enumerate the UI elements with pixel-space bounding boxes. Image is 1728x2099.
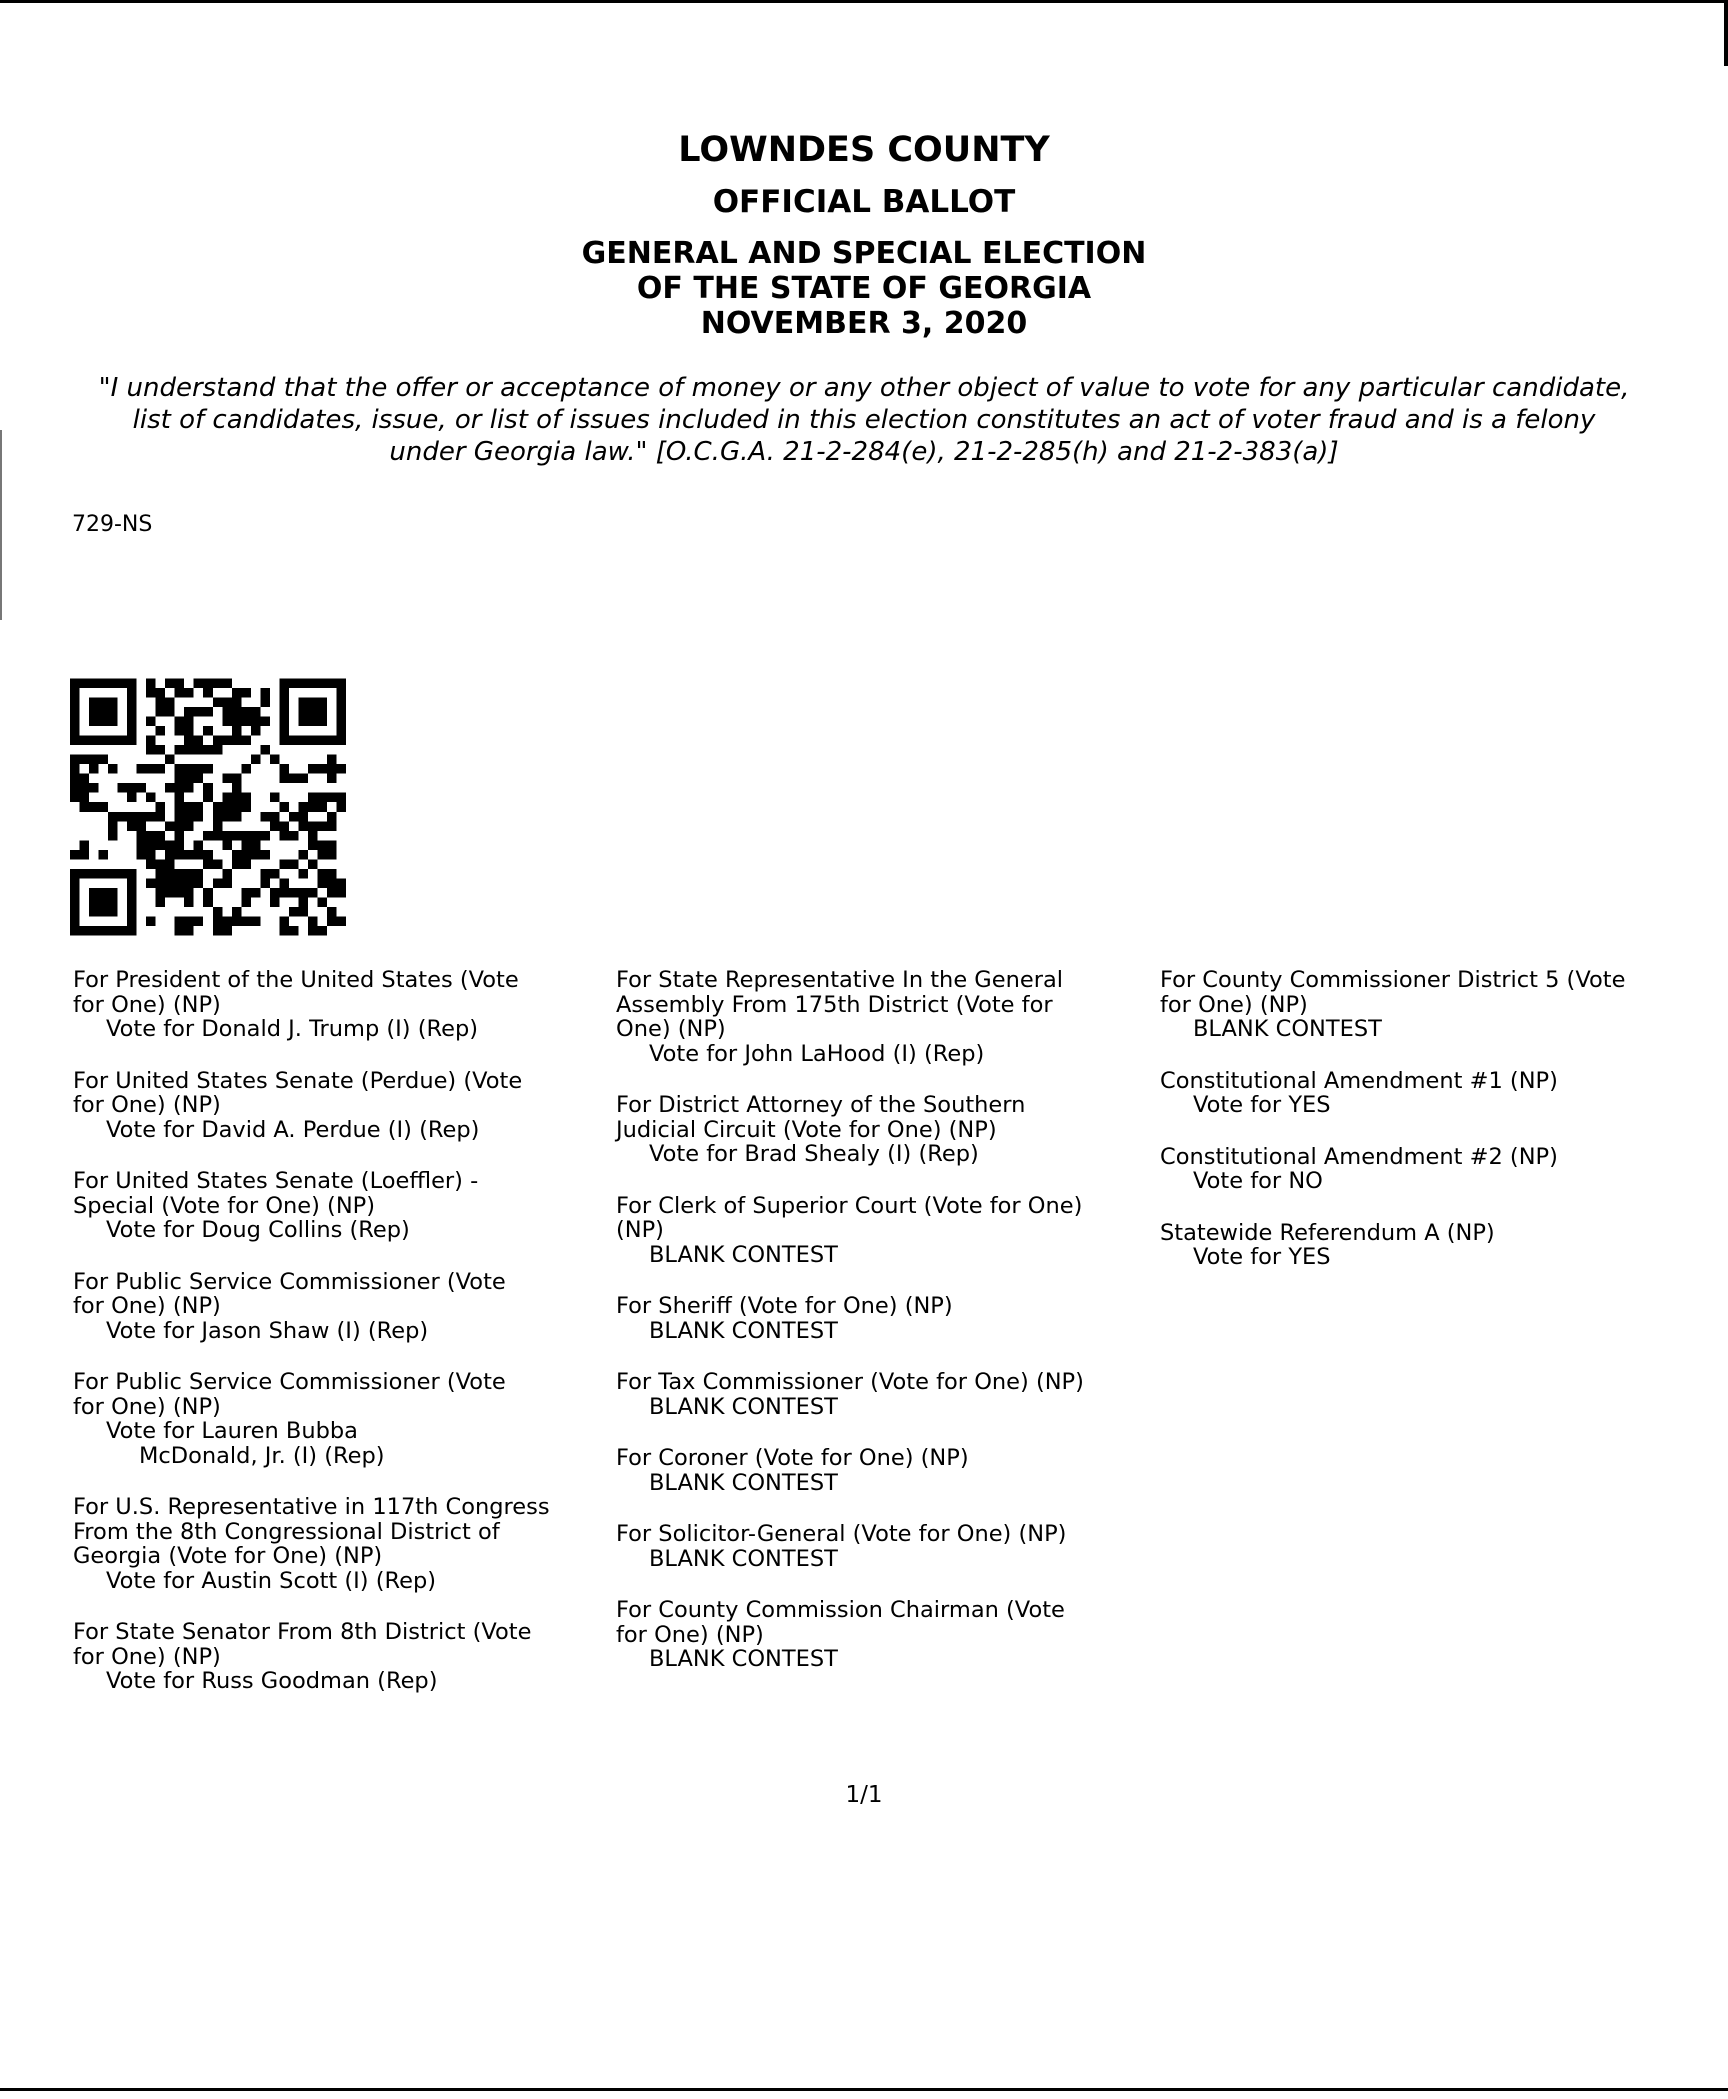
contest-selection: Vote for Donald J. Trump (I) (Rep): [106, 1016, 479, 1042]
contest: [73, 1270, 603, 1344]
contest-selection: BLANK CONTEST: [649, 1545, 838, 1572]
contest: [616, 1446, 1146, 1495]
oath-line: "I understand that the offer or acceptance of money or any other object of value to vote for any particular candidate,: [98, 373, 1630, 403]
county-name: LOWNDES COUNTY: [678, 130, 1050, 170]
contest-title: For Sheriff (Vote for One) (NP): [616, 1293, 953, 1319]
contest-selection: Vote for Brad Shealy (I) (Rep): [649, 1141, 979, 1167]
contest-selection: Vote for YES: [1193, 1244, 1331, 1270]
contest-title: for One) (NP): [73, 1293, 221, 1319]
contest-selection: Vote for Russ Goodman (Rep): [106, 1668, 438, 1694]
contest-selection: Vote for NO: [1193, 1168, 1323, 1194]
contest: [1160, 1221, 1680, 1270]
contest-selection: Vote for Doug Collins (Rep): [106, 1217, 410, 1243]
contest-column-1: [73, 968, 603, 1721]
contest: [73, 968, 603, 1042]
contest-title: For District Attorney of the Southern: [616, 1092, 1026, 1118]
contest-title: for One) (NP): [1160, 991, 1308, 1018]
qr-code-icon: [70, 678, 346, 936]
election-title: [0, 236, 1728, 341]
contest-selection: BLANK CONTEST: [649, 1469, 838, 1496]
contest-selection: BLANK CONTEST: [649, 1241, 838, 1268]
contest-selection: BLANK CONTEST: [649, 1393, 838, 1420]
oath-line: under Georgia law." [O.C.G.A. 21-2-284(e), 21-2-285(h) and 21-2-383(a)]: [389, 437, 1339, 467]
contest-title: For State Senator From 8th District (Vote: [73, 1619, 532, 1645]
contest-title: For U.S. Representative in 117th Congress: [73, 1494, 550, 1520]
ballot-style-code: 729-NS: [72, 512, 153, 537]
voter-oath: [60, 372, 1668, 468]
contest-selection: Vote for David A. Perdue (I) (Rep): [106, 1116, 480, 1143]
contest: [616, 1294, 1146, 1343]
contest-title: Constitutional Amendment #2 (NP): [1160, 1143, 1558, 1170]
ballot-type: OFFICIAL BALLOT: [712, 184, 1016, 220]
ballot-header: [0, 128, 1728, 341]
contest-selection: BLANK CONTEST: [1193, 1016, 1382, 1042]
contest: [616, 1598, 1146, 1672]
bottom-scan-rule: [0, 2088, 1728, 2091]
election-title-line: GENERAL AND SPECIAL ELECTION: [581, 236, 1147, 271]
contest: [616, 1522, 1146, 1571]
contest: [73, 1069, 603, 1143]
contest-selection: Vote for Jason Shaw (I) (Rep): [106, 1317, 429, 1344]
contest: [616, 1194, 1146, 1268]
contest-title: For Coroner (Vote for One) (NP): [616, 1445, 969, 1471]
contest-title: Assembly From 175th District (Vote for: [616, 991, 1053, 1018]
contest-selection: BLANK CONTEST: [649, 1646, 838, 1672]
contest-selection: McDonald, Jr. (I) (Rep): [139, 1442, 385, 1469]
contest-column-2: [616, 968, 1146, 1699]
contest-title: for One) (NP): [73, 991, 221, 1018]
contest-title: For County Commission Chairman (Vote: [616, 1597, 1065, 1623]
contest-title: Constitutional Amendment #1 (NP): [1160, 1067, 1558, 1094]
corner-registration-mark: [1724, 0, 1728, 66]
contest-title: Georgia (Vote for One) (NP): [73, 1543, 383, 1569]
contest: [616, 968, 1146, 1066]
contest-title: One) (NP): [616, 1016, 726, 1042]
contest-title: for One) (NP): [73, 1092, 221, 1118]
contest-title: (NP): [616, 1217, 664, 1243]
contest-title: From the 8th Congressional District of: [73, 1518, 500, 1545]
contest-column-3: [1160, 968, 1680, 1297]
contest-title: for One) (NP): [616, 1621, 764, 1648]
contest-title: for One) (NP): [73, 1643, 221, 1670]
page-number: 1/1: [845, 1782, 883, 1808]
contest: [616, 1370, 1146, 1419]
contest-title: For Clerk of Superior Court (Vote for One): [616, 1192, 1083, 1219]
contest: [1160, 968, 1680, 1042]
contest-title: For County Commissioner District 5 (Vote: [1160, 967, 1626, 993]
contest: [1160, 1145, 1680, 1194]
contest: [73, 1169, 603, 1243]
contest-title: for One) (NP): [73, 1393, 221, 1420]
contest: [73, 1495, 603, 1593]
contest: [73, 1620, 603, 1694]
contest-title: Statewide Referendum A (NP): [1160, 1219, 1495, 1246]
contest-selection: Vote for Lauren Bubba: [106, 1418, 358, 1444]
election-date: NOVEMBER 3, 2020: [700, 306, 1028, 341]
contest-title: For Solicitor-General (Vote for One) (NP): [616, 1521, 1067, 1547]
contest-title: For United States Senate (Loeffler) -: [73, 1168, 479, 1194]
contest-selection: Vote for Austin Scott (I) (Rep): [106, 1567, 437, 1594]
contest-title: Special (Vote for One) (NP): [73, 1192, 376, 1219]
top-scan-rule: [0, 0, 1728, 3]
contest-title: For United States Senate (Perdue) (Vote: [73, 1067, 523, 1094]
contest-selection: Vote for John LaHood (I) (Rep): [649, 1040, 985, 1067]
contest-title: For Public Service Commissioner (Vote: [73, 1369, 506, 1395]
contest-selection: BLANK CONTEST: [649, 1317, 838, 1344]
contest-title: For Tax Commissioner (Vote for One) (NP): [616, 1369, 1084, 1395]
contest: [1160, 1069, 1680, 1118]
contest-title: Judicial Circuit (Vote for One) (NP): [616, 1116, 997, 1143]
contest: [73, 1370, 603, 1468]
contest-title: For President of the United States (Vote: [73, 967, 519, 993]
election-title-line: OF THE STATE OF GEORGIA: [636, 271, 1092, 306]
contest-selection: Vote for YES: [1193, 1092, 1331, 1118]
contest-title: For Public Service Commissioner (Vote: [73, 1268, 506, 1295]
left-scan-edge: [0, 430, 2, 620]
contest-title: For State Representative In the General: [616, 967, 1063, 993]
contest: [616, 1093, 1146, 1167]
oath-line: list of candidates, issue, or list of issues included in this election constitutes an act of voter fraud and is a felony: [132, 405, 1596, 435]
